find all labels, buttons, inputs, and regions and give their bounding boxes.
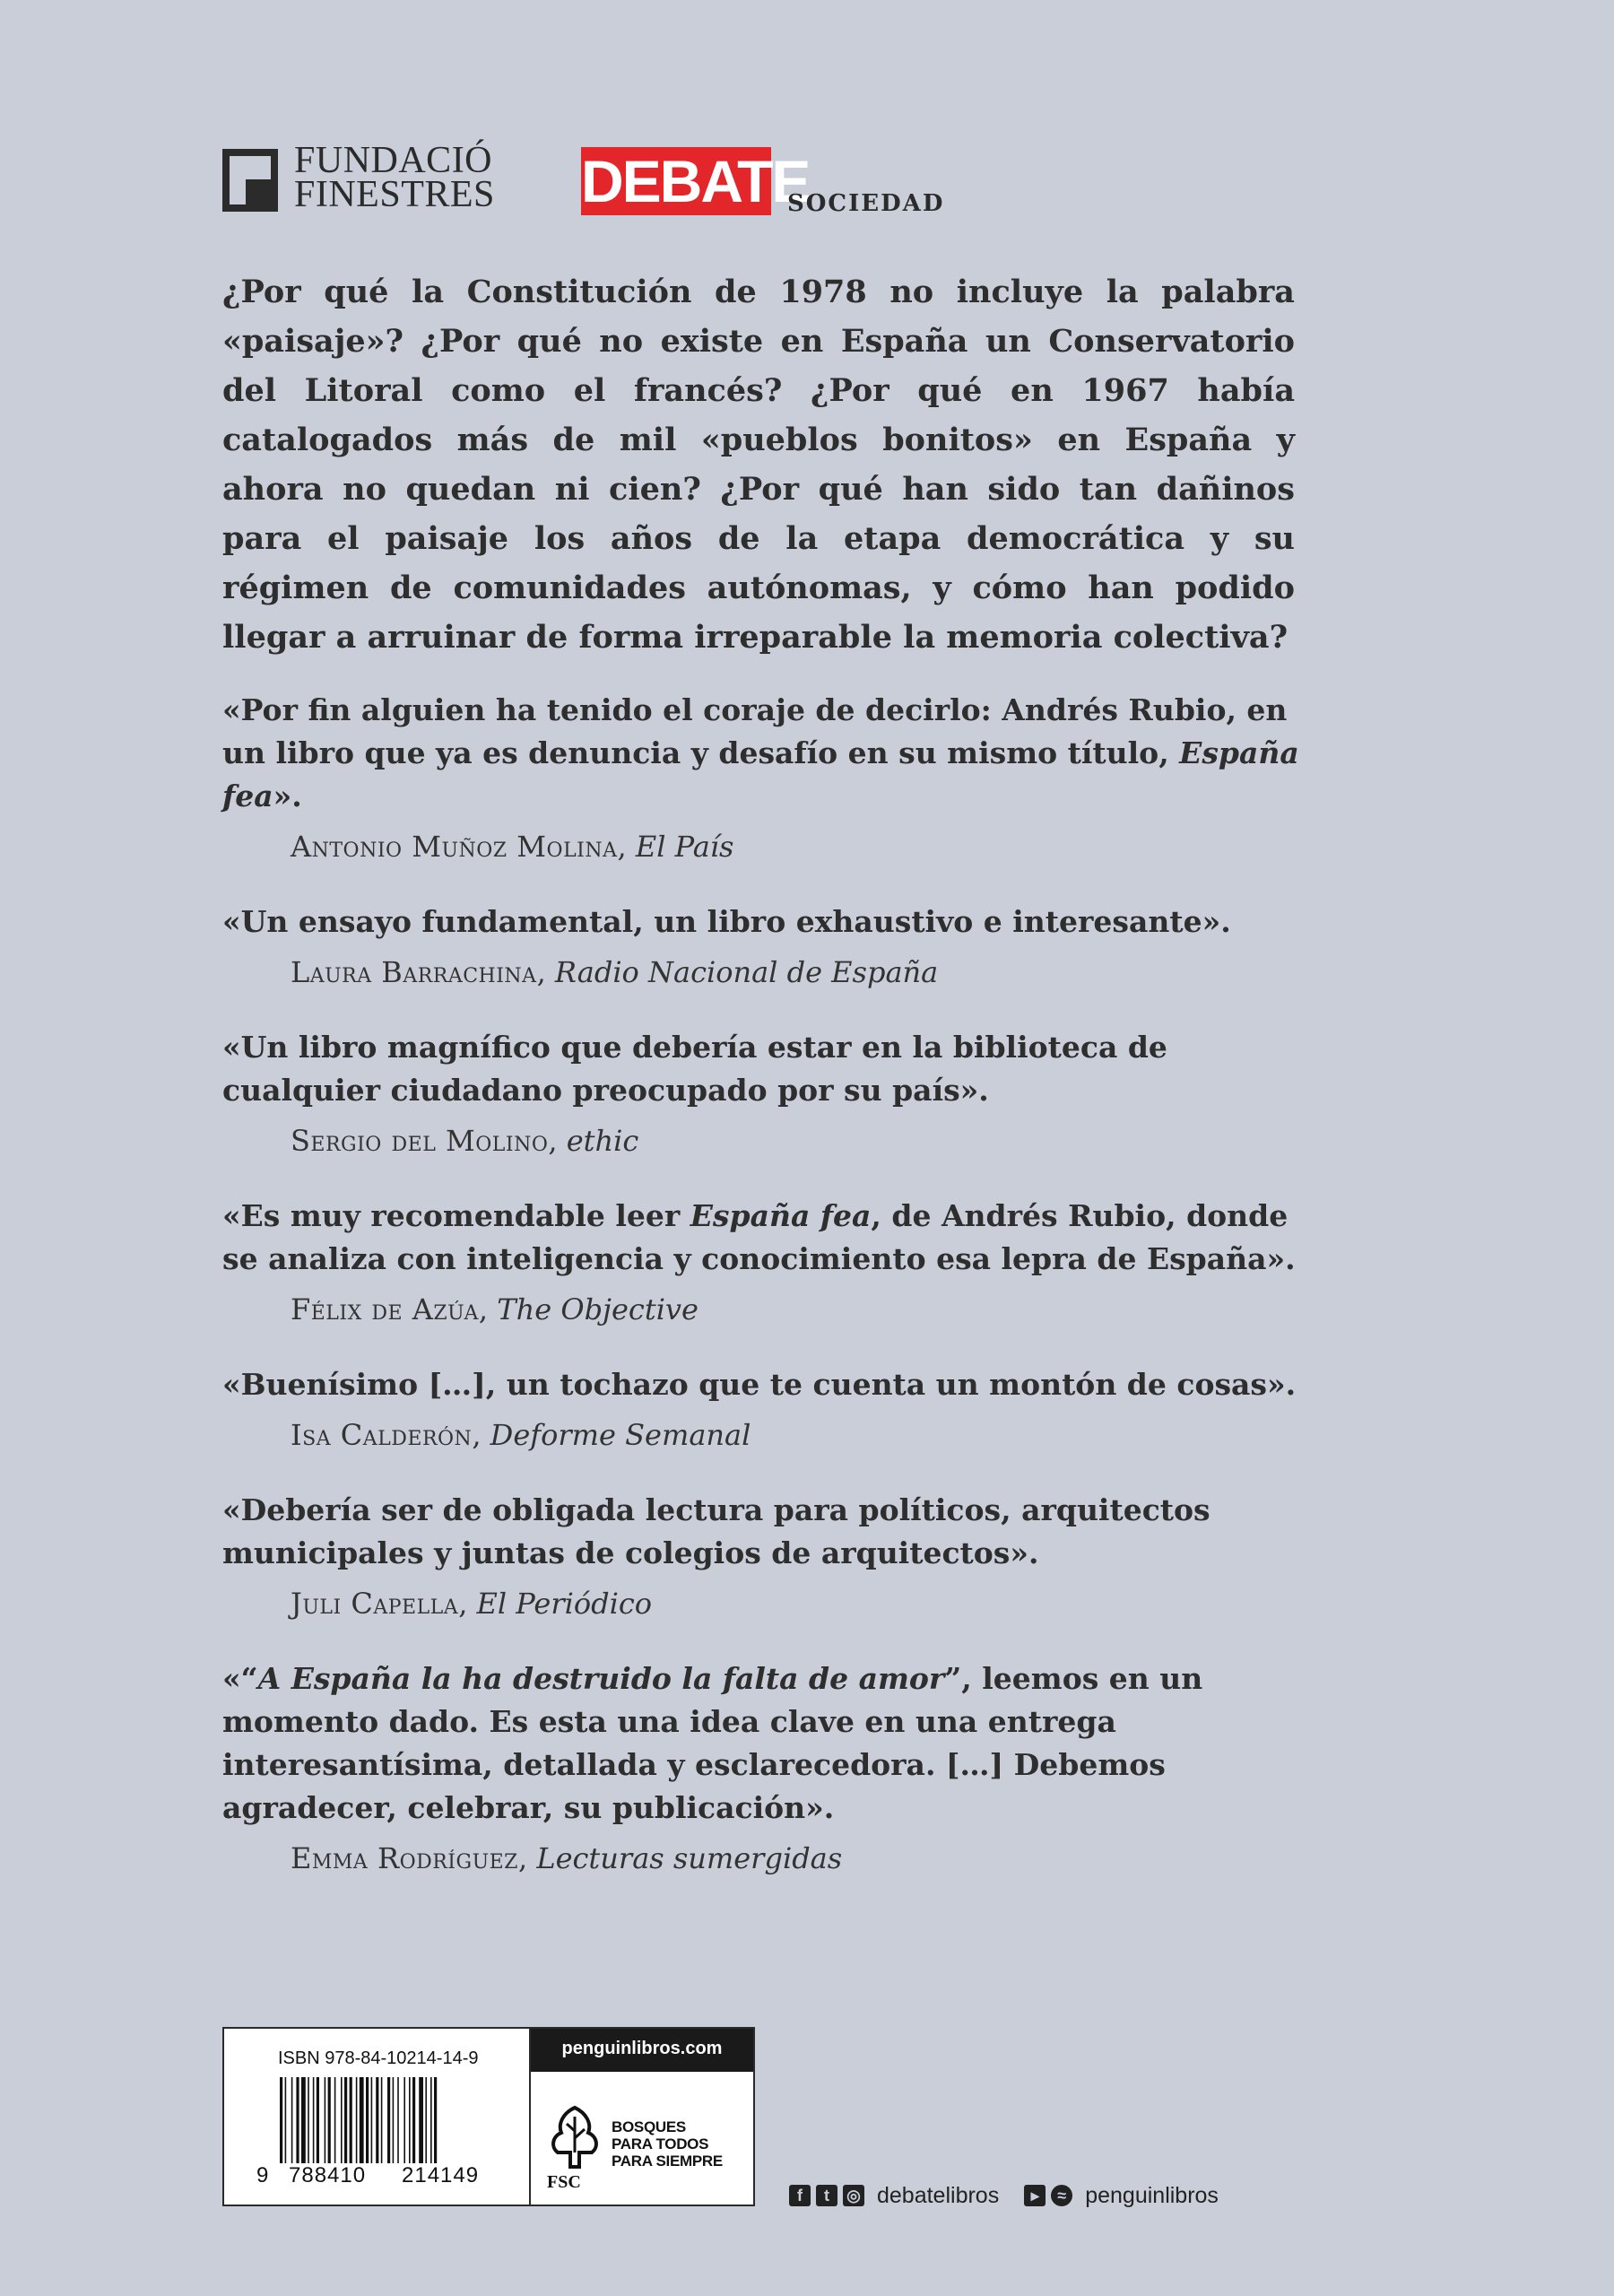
review-author: Antonio Muñoz Molina <box>291 830 618 864</box>
twitter-icon[interactable]: t <box>816 2185 837 2206</box>
review-publication: Deforme Semanal <box>490 1418 751 1452</box>
fsc-label: FSC <box>547 2172 581 2192</box>
barcode-digits-left: 788410 <box>289 2163 367 2187</box>
review-publication: Lecturas sumergidas <box>536 1841 843 1875</box>
fundacio-logo-icon <box>222 149 278 212</box>
review-source: Juli Capella, El Periódico <box>291 1587 653 1621</box>
review-source: Félix de Azúa, The Objective <box>291 1292 699 1326</box>
publisher-logos <box>222 140 1029 221</box>
spotify-icon[interactable]: ≈ <box>1051 2185 1072 2206</box>
barcode-panel <box>222 2027 755 2206</box>
review-quote: «Debería ser de obligada lectura para políticos, arquitectos municipales y juntas de colegios de arquitectos». <box>222 1492 1210 1570</box>
review-item <box>222 900 1316 994</box>
review-source: Antonio Muñoz Molina, El País <box>291 830 734 864</box>
collection-label: SOCIEDAD <box>787 190 945 217</box>
review-quote: «Por fin alguien ha tenido el coraje de decirlo: Andrés Rubio, en un libro que ya es denuncia y desafío en su mismo título, España fea». <box>222 692 1299 813</box>
review-publication: Radio Nacional de España <box>554 955 939 989</box>
intro-paragraph: ¿Por qué la Constitución de 1978 no incluye la palabra «paisaje»? ¿Por qué no existe en España un Conservatorio del Litoral como el francés? ¿Por qué en 1967 había catalogados más de mil «pueblos bonitos» en España y ahora no quedan ni cien? ¿Por qué han sido tan dañinos para el paisaje los años de la etapa democrática y su régimen de comunidades autónomas, y cómo han podido llegar a arruinar de forma irreparable la memoria colectiva? <box>222 274 1295 656</box>
book-title: España fea <box>222 735 1299 813</box>
review-source: Sergio del Molino, ethic <box>291 1124 639 1158</box>
review-source: Isa Calderón, Deforme Semanal <box>291 1418 751 1452</box>
review-author: Isa Calderón <box>291 1418 473 1452</box>
review-publication: The Objective <box>497 1292 699 1326</box>
review-publication: El País <box>635 830 734 864</box>
quote-highlight: A España la ha destruido la falta de amor <box>257 1661 945 1696</box>
review-quote: «Un libro magnífico que debería estar en la biblioteca de cualquier ciudadano preocupado por su país». <box>222 1030 1167 1108</box>
fundacio-finestres-logo <box>294 140 495 215</box>
debate-logo: DEBATE <box>581 148 810 214</box>
review-item <box>222 1657 1316 1880</box>
review-quote: «“A España la ha destruido la falta de amor”, leemos en un momento dado. Es esta una idea clave en una entrega interesantísima, detallada y esclarecedora. […] Debemos agradecer, celebrar, su publicación». <box>222 1661 1203 1825</box>
facebook-icon[interactable]: f <box>789 2185 811 2206</box>
review-source: Laura Barrachina, Radio Nacional de España <box>291 955 939 989</box>
review-item <box>222 689 1316 868</box>
book-title: España fea <box>690 1198 872 1233</box>
review-author: Juli Capella <box>291 1587 459 1621</box>
youtube-icon[interactable]: ▸ <box>1024 2185 1046 2206</box>
isbn-label: ISBN 978-84-10214-14-9 <box>278 2048 479 2068</box>
fsc-slogan: BOSQUES PARA TODOS PARA SIEMPRE <box>612 2118 723 2170</box>
social-handle-debate[interactable]: debatelibros <box>877 2182 1000 2208</box>
fundacio-line2: FINESTRES <box>294 174 495 215</box>
instagram-icon[interactable]: ◎ <box>843 2185 864 2206</box>
social-handle-penguin[interactable]: penguinlibros <box>1085 2182 1219 2208</box>
review-item <box>222 1026 1316 1162</box>
review-author: Emma Rodríguez <box>291 1841 518 1875</box>
barcode-icon <box>280 2077 504 2163</box>
review-author: Sergio del Molino <box>291 1124 549 1158</box>
review-source: Emma Rodríguez, Lecturas sumergidas <box>291 1841 843 1875</box>
review-item <box>222 1489 1316 1625</box>
review-author: Laura Barrachina <box>291 955 537 989</box>
review-item <box>222 1195 1316 1331</box>
penguin-url: penguinlibros.com <box>531 2029 753 2072</box>
review-publication: ethic <box>566 1124 639 1158</box>
barcode-digits-right: 214149 <box>402 2163 480 2187</box>
review-quote: «Buenísimo […], un tochazo que te cuenta un montón de cosas». <box>222 1367 1297 1402</box>
reviews-list <box>222 689 1316 1912</box>
review-author: Félix de Azúa <box>291 1292 479 1326</box>
review-quote: «Es muy recomendable leer España fea, de Andrés Rubio, donde se analiza con inteligencia y conocimiento esa lepra de España». <box>222 1198 1296 1276</box>
fundacio-line1: FUNDACIÓ <box>294 140 493 181</box>
review-item <box>222 1363 1316 1457</box>
barcode-digit-first: 9 <box>256 2163 269 2187</box>
review-publication: El Periódico <box>476 1587 653 1621</box>
fsc-tree-icon <box>543 2104 606 2172</box>
social-links <box>789 2178 1244 2213</box>
review-quote: «Un ensayo fundamental, un libro exhaustivo e interesante». <box>222 904 1231 939</box>
